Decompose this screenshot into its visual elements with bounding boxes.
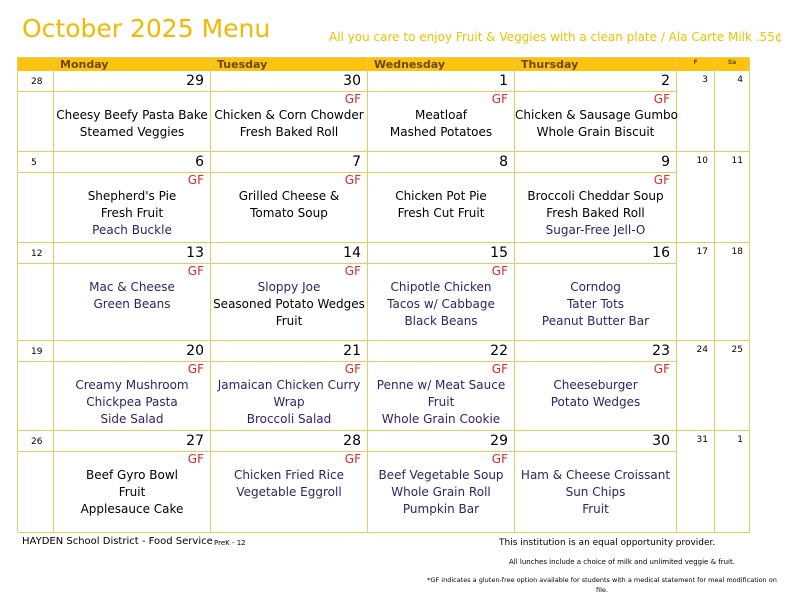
- menu-item: Chipotle Chicken: [390, 280, 492, 294]
- menu-item: Fresh Baked Roll: [239, 125, 339, 139]
- date-number: 20: [186, 343, 204, 359]
- menu-items: [368, 107, 514, 141]
- date-number: 28: [31, 77, 43, 87]
- menu-items: [368, 279, 514, 330]
- calendar-cell-day: [54, 243, 211, 341]
- menu-item: Green Beans: [93, 297, 171, 311]
- menu-item: Shepherd's Pie: [87, 189, 177, 203]
- date-divider: [54, 451, 210, 452]
- calendar-cell-saturday: [715, 431, 750, 533]
- date-number: 29: [186, 73, 204, 89]
- date-divider: [515, 172, 676, 173]
- menu-item: Beef Gyro Bowl: [86, 468, 178, 482]
- calendar-cell-day: [515, 243, 677, 341]
- day-header-thursday: [515, 58, 677, 71]
- date-number: 16: [652, 245, 670, 261]
- calendar-cell-friday: [677, 152, 715, 243]
- calendar-cell-day: [211, 341, 368, 431]
- menu-item: Peanut Butter Bar: [541, 314, 650, 328]
- menu-item: Tomato Soup: [250, 206, 328, 220]
- district-label: HAYDEN School District - Food Service: [22, 536, 213, 547]
- calendar-cell-saturday: [715, 243, 750, 341]
- day-header-monday: [54, 58, 211, 71]
- gluten-free-badge: GF: [491, 452, 508, 466]
- date-number: 14: [343, 245, 361, 261]
- lunch-note: All lunches include a choice of milk and unlimited veggie & fruit.: [509, 558, 735, 566]
- week-divider: [18, 451, 53, 452]
- menu-item: Vegetable Eggroll: [236, 485, 342, 499]
- gluten-free-badge: GF: [344, 92, 361, 106]
- date-number: 17: [696, 247, 708, 257]
- menu-item: Whole Grain Roll: [391, 485, 491, 499]
- calendar-cell-day: [368, 341, 515, 431]
- date-divider: [211, 361, 367, 362]
- date-divider: [211, 451, 367, 452]
- date-number: 25: [731, 345, 743, 355]
- date-divider: [515, 263, 676, 264]
- menu-item: Wrap: [273, 395, 305, 409]
- calendar-cell-day: [368, 431, 515, 533]
- menu-item: Sun Chips: [565, 485, 626, 499]
- week-divider: [18, 91, 53, 92]
- date-number: 27: [186, 433, 204, 449]
- calendar-cell-saturday: [715, 341, 750, 431]
- menu-item: Broccoli Salad: [246, 412, 332, 426]
- menu-item: Cheeseburger: [553, 378, 638, 392]
- menu-items: [54, 279, 210, 313]
- date-number: 1: [499, 73, 508, 89]
- gluten-free-badge: GF: [491, 92, 508, 106]
- day-header-label: Wednesday: [374, 58, 446, 71]
- date-divider: [211, 172, 367, 173]
- gluten-free-badge: GF: [187, 362, 204, 376]
- menu-items: [211, 377, 367, 428]
- calendar-cell-sunday: [18, 71, 54, 152]
- day-header-sunday: [18, 58, 54, 71]
- date-number: 28: [343, 433, 361, 449]
- calendar-cell-day: [515, 341, 677, 431]
- gluten-free-badge: GF: [187, 173, 204, 187]
- calendar-cell-day: [211, 243, 368, 341]
- day-header-label: Monday: [60, 58, 109, 71]
- menu-item: Creamy Mushroom: [75, 378, 189, 392]
- day-header-label: Tuesday: [217, 58, 268, 71]
- date-number: 30: [652, 433, 670, 449]
- date-number: 26: [31, 437, 43, 447]
- date-number: 8: [499, 154, 508, 170]
- day-header-label: F: [693, 59, 698, 66]
- calendar-cell-friday: [677, 431, 715, 533]
- date-number: 30: [343, 73, 361, 89]
- calendar-cell-day: [368, 243, 515, 341]
- menu-item: Fresh Fruit: [100, 206, 164, 220]
- date-number: 19: [31, 347, 43, 357]
- menu-items: [368, 377, 514, 428]
- menu-item: Peach Buckle: [92, 223, 172, 237]
- calendar-cell-day: [54, 341, 211, 431]
- date-divider: [211, 263, 367, 264]
- menu-items: [211, 107, 367, 141]
- menu-item: Steamed Veggies: [79, 125, 185, 139]
- gluten-free-badge: GF: [491, 264, 508, 278]
- calendar-cell-sunday: [18, 152, 54, 243]
- menu-item: Whole Grain Cookie: [381, 412, 501, 426]
- menu-items: [515, 107, 676, 141]
- date-divider: [515, 451, 676, 452]
- page-title: October 2025 Menu: [22, 14, 271, 43]
- calendar-cell-day: [211, 431, 368, 533]
- calendar-cell-day: [368, 71, 515, 152]
- menu-item: Mashed Potatoes: [389, 125, 493, 139]
- date-number: 5: [31, 158, 37, 168]
- menu-item: Chicken Pot Pie: [395, 189, 487, 203]
- week-divider: [18, 263, 53, 264]
- date-number: 15: [490, 245, 508, 261]
- calendar-cell-sunday: [18, 431, 54, 533]
- date-number: 4: [737, 75, 743, 85]
- date-divider: [54, 91, 210, 92]
- day-header-wednesday: [368, 58, 515, 71]
- calendar-cell-day: [515, 71, 677, 152]
- menu-item: Broccoli Cheddar Soup: [527, 189, 664, 203]
- date-number: 2: [661, 73, 670, 89]
- menu-item: Ham & Cheese Croissant: [520, 468, 671, 482]
- gluten-free-badge: GF: [344, 264, 361, 278]
- date-number: 12: [31, 249, 43, 259]
- menu-item: Chicken & Sausage Gumbo: [515, 108, 678, 122]
- menu-item: Sugar-Free Jell-O: [545, 223, 646, 237]
- week-divider: [18, 361, 53, 362]
- date-number: 18: [731, 247, 743, 257]
- date-number: 11: [731, 156, 743, 166]
- gf-note: *GF indicates a gluten-free option available for students with a medical statement for meal modification on file.: [427, 576, 777, 594]
- menu-item: Chicken & Corn Chowder: [214, 108, 364, 122]
- gluten-free-badge: GF: [344, 362, 361, 376]
- menu-item: Tacos w/ Cabbage: [387, 297, 495, 311]
- menu-item: Sloppy Joe: [257, 280, 321, 294]
- date-number: 31: [696, 435, 708, 445]
- calendar-cell-saturday: [715, 152, 750, 243]
- menu-item: Fruit: [118, 485, 146, 499]
- menu-items: [515, 279, 676, 330]
- menu-item: Black Beans: [404, 314, 478, 328]
- date-number: 29: [490, 433, 508, 449]
- menu-item: Tater Tots: [566, 297, 625, 311]
- menu-items: [54, 467, 210, 518]
- date-number: 1: [737, 435, 743, 445]
- menu-item: Cheesy Beefy Pasta Bake: [56, 108, 208, 122]
- menu-item: Grilled Cheese &: [238, 189, 340, 203]
- gluten-free-badge: GF: [187, 452, 204, 466]
- day-header-saturday: [715, 58, 750, 71]
- menu-item: Mac & Cheese: [89, 280, 175, 294]
- gluten-free-badge: GF: [187, 264, 204, 278]
- calendar-cell-day: [54, 152, 211, 243]
- menu-item: Fruit: [427, 395, 455, 409]
- menu-item: Meatloaf: [414, 108, 468, 122]
- menu-item: Fruit: [275, 314, 303, 328]
- menu-item: Fresh Baked Roll: [546, 206, 645, 220]
- menu-item: Seasoned Potato Wedges: [213, 297, 365, 311]
- menu-items: [515, 188, 676, 239]
- calendar-cell-friday: [677, 243, 715, 341]
- date-number: 13: [186, 245, 204, 261]
- calendar-cell-day: [54, 71, 211, 152]
- calendar-cell-friday: [677, 341, 715, 431]
- menu-item: Whole Grain Biscuit: [536, 125, 655, 139]
- menu-items: [54, 107, 210, 141]
- date-divider: [54, 361, 210, 362]
- menu-items: [368, 467, 514, 518]
- menu-tagline: All you care to enjoy Fruit & Veggies with a clean plate / Ala Carte Milk .55¢: [329, 30, 783, 44]
- equal-opportunity-note: This institution is an equal opportunity provider.: [499, 538, 716, 548]
- grades-label: PreK - 12: [214, 539, 246, 547]
- gluten-free-badge: GF: [653, 362, 670, 376]
- gluten-free-badge: GF: [344, 173, 361, 187]
- date-divider: [54, 263, 210, 264]
- day-header-friday: [677, 58, 715, 71]
- menu-item: Jamaican Chicken Curry: [217, 378, 361, 392]
- day-header-tuesday: [211, 58, 368, 71]
- date-number: 6: [195, 154, 204, 170]
- date-number: 10: [696, 156, 708, 166]
- gluten-free-badge: GF: [491, 362, 508, 376]
- menu-items: [515, 467, 676, 518]
- calendar-cell-day: [515, 152, 677, 243]
- menu-item: Beef Vegetable Soup: [378, 468, 504, 482]
- date-number: 9: [661, 154, 670, 170]
- date-number: 24: [696, 345, 708, 355]
- day-header-label: Thursday: [521, 58, 579, 71]
- date-number: 3: [702, 75, 708, 85]
- day-header-label: Sa: [727, 59, 737, 66]
- menu-item: Side Salad: [100, 412, 164, 426]
- calendar-cell-sunday: [18, 341, 54, 431]
- menu-item: Fruit: [582, 502, 609, 516]
- menu-items: [368, 188, 514, 222]
- menu-items: [211, 467, 367, 501]
- date-number: 22: [490, 343, 508, 359]
- menu-item: Potato Wedges: [550, 395, 641, 409]
- menu-item: Chicken Fried Rice: [233, 468, 344, 482]
- menu-calendar: [17, 57, 749, 532]
- date-number: 23: [652, 343, 670, 359]
- calendar-cell-friday: [677, 71, 715, 152]
- date-divider: [54, 172, 210, 173]
- gluten-free-badge: GF: [653, 173, 670, 187]
- menu-items: [54, 377, 210, 428]
- calendar-cell-sunday: [18, 243, 54, 341]
- menu-item: Penne w/ Meat Sauce: [376, 378, 506, 392]
- date-divider: [211, 91, 367, 92]
- date-number: 7: [352, 154, 361, 170]
- menu-item: Fresh Cut Fruit: [397, 206, 485, 220]
- menu-items: [54, 188, 210, 239]
- calendar-cell-day: [515, 431, 677, 533]
- date-divider: [515, 91, 676, 92]
- date-number: 21: [343, 343, 361, 359]
- menu-item: Pumpkin Bar: [402, 502, 480, 516]
- calendar-cell-saturday: [715, 71, 750, 152]
- calendar-cell-day: [368, 152, 515, 243]
- menu-item: Chickpea Pasta: [86, 395, 178, 409]
- date-divider: [515, 361, 676, 362]
- date-divider: [368, 172, 514, 173]
- gluten-free-badge: GF: [344, 452, 361, 466]
- calendar-cell-day: [211, 71, 368, 152]
- menu-item: Applesauce Cake: [80, 502, 184, 516]
- gluten-free-badge: GF: [653, 92, 670, 106]
- menu-item: Corndog: [570, 280, 621, 294]
- calendar-cell-day: [211, 152, 368, 243]
- calendar-cell-day: [54, 431, 211, 533]
- week-divider: [18, 172, 53, 173]
- menu-items: [211, 279, 367, 330]
- menu-items: [211, 188, 367, 222]
- menu-items: [515, 377, 676, 411]
